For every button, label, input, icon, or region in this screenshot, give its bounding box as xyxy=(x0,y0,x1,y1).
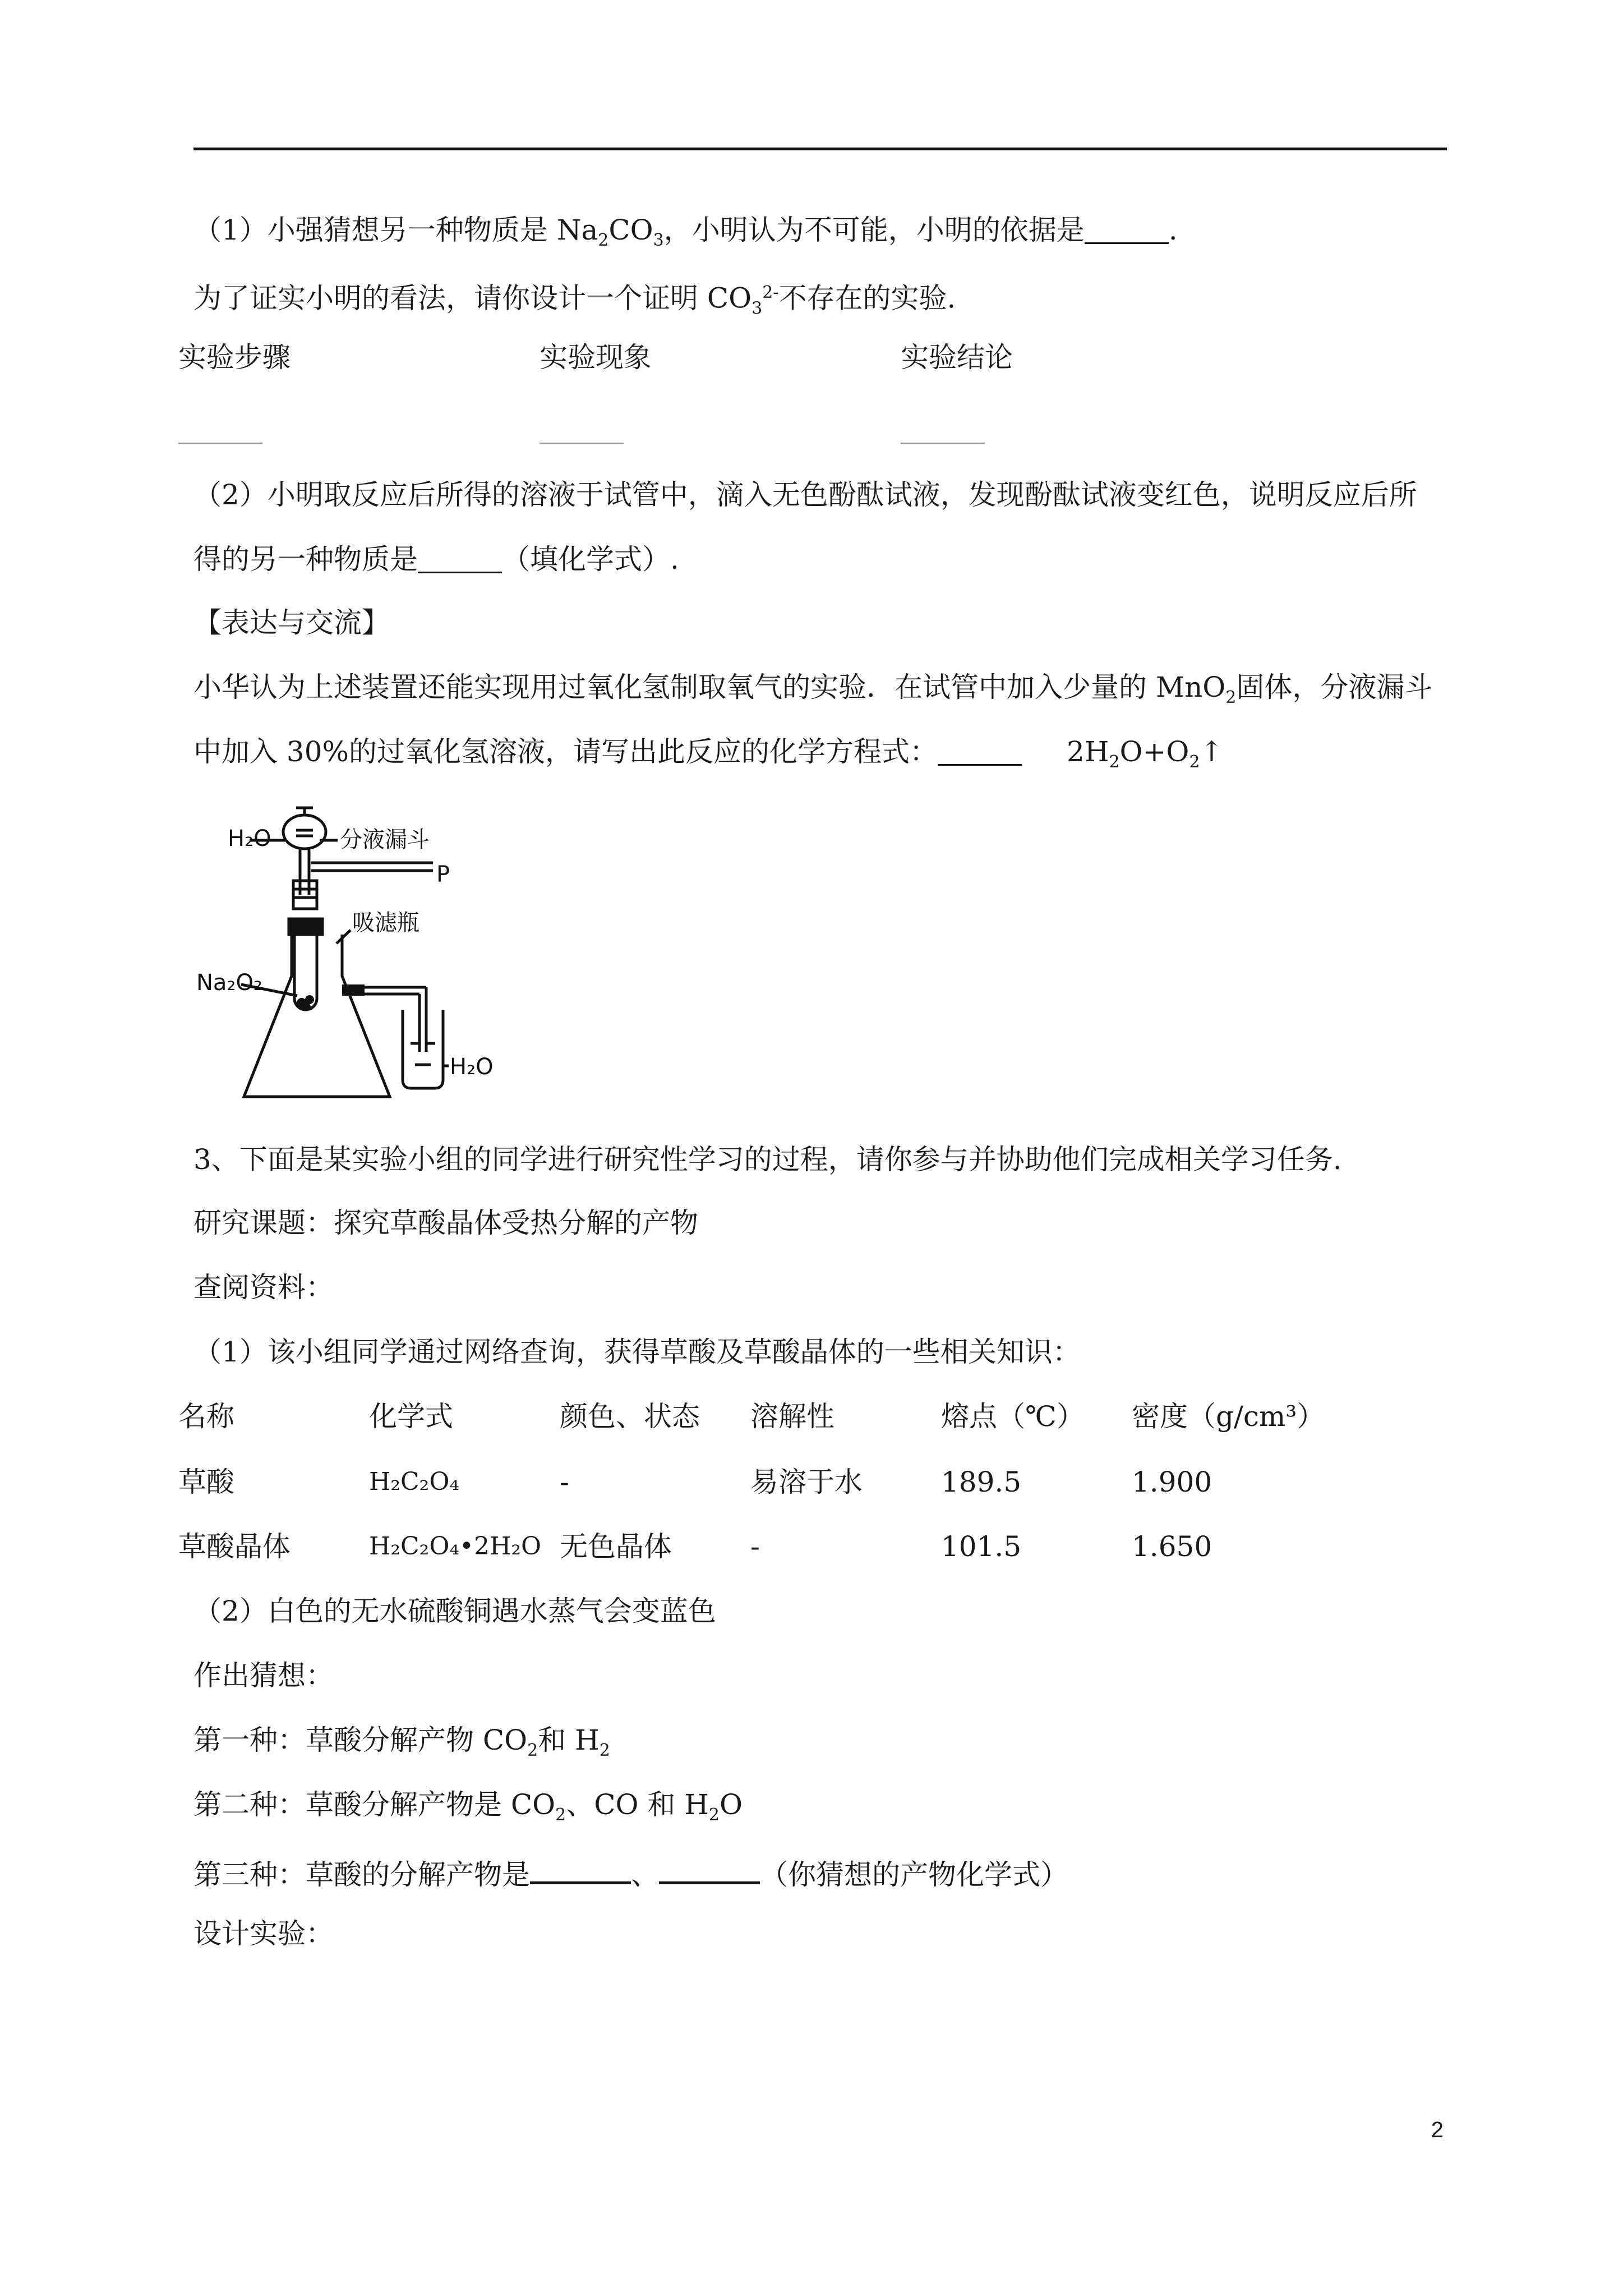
label-na2o2: Na₂O₂ xyxy=(196,970,262,996)
answer-blank[interactable] xyxy=(659,1851,760,1884)
q2-paragraph-2: 为了证实小明的看法，请你设计一个证明 $CO_3^{2-}$不存在的实验. xyxy=(193,282,956,319)
table-cell: H₂C₂O₄•2H₂O xyxy=(369,1532,542,1561)
q3-lookup: 查阅资料： xyxy=(193,1271,334,1304)
answer-blank[interactable] xyxy=(1085,212,1169,244)
table-cell: - xyxy=(560,1466,569,1498)
q2-paragraph-3: （2）小明取反应后所得的溶液于试管中，滴入无色酚酞试液，发现酚酞试液变红色，说明反应后所 xyxy=(193,478,1417,511)
table-cell: H₂C₂O₄ xyxy=(369,1467,460,1496)
table-cell: 1.900 xyxy=(1132,1466,1212,1498)
table-cell: 无色晶体 xyxy=(560,1530,672,1563)
q2-paragraph-4: 得的另一种物质是 （填化学式）. xyxy=(193,541,679,577)
table-cell: - xyxy=(750,1530,760,1563)
table-cell: 101.5 xyxy=(941,1530,1022,1563)
q3-guess-title: 作出猜想： xyxy=(193,1659,334,1692)
q3-topic: 研究课题：探究草酸晶体受热分解的产物 xyxy=(193,1207,698,1239)
q2-paragraph-6: 中加入 30%的过氧化氢溶液，请写出此反应的化学方程式： $2H_2O+O_2↑$ xyxy=(193,734,1223,780)
answer-blank[interactable] xyxy=(418,541,502,573)
q2-p1-text: （1）小强猜想另一种物质是 Na xyxy=(193,214,598,246)
q3-guess-3: 第三种：草酸的分解产物是 、 （你猜想的产物化学式） xyxy=(193,1851,1068,1893)
q3-item-2: （2）白色的无水硫酸铜遇水蒸气会变蓝色 xyxy=(193,1595,716,1627)
exp-blank-phenomena[interactable] xyxy=(540,412,624,448)
q3-guess-2: 第二种：草酸分解产物是 $CO_2$、CO 和 $H_2O$ xyxy=(193,1788,743,1825)
q3-guess-1: 第一种：草酸分解产物 $CO_2$和 $H_2$ xyxy=(193,1724,610,1760)
table-header: 密度（g/cm³） xyxy=(1132,1400,1325,1433)
label-h2o-right: H₂O xyxy=(450,1054,494,1080)
label-h2o-left: H₂O xyxy=(228,826,271,852)
label-funnel: 分液漏斗 xyxy=(340,827,430,853)
table-header: 熔点（℃） xyxy=(941,1400,1085,1433)
table-cell: 1.650 xyxy=(1132,1530,1212,1563)
table-cell: 草酸 xyxy=(178,1466,234,1498)
answer-blank[interactable] xyxy=(530,1851,631,1884)
q2-paragraph-1: （1）小强猜想另一种物质是 $Na_2CO_3$，小明认为不可能，小明的依据是 . xyxy=(193,212,1178,259)
section-heading: 【表达与交流】 xyxy=(193,606,390,639)
funnel-bulb xyxy=(283,815,326,849)
apparatus-diagram xyxy=(191,797,583,1116)
table-cell: 易溶于水 xyxy=(750,1466,863,1498)
exp-blank-steps[interactable] xyxy=(178,412,262,448)
answer-blank[interactable] xyxy=(938,734,1022,766)
q2-paragraph-5: 小华认为上述装置还能实现用过氧化氢制取氧气的实验．在试管中加入少量的 MnO$_2$固体，分液漏斗 xyxy=(193,671,1433,707)
label-flask: 吸滤瓶 xyxy=(352,910,419,936)
header-rule xyxy=(193,148,1447,150)
table-header: 名称 xyxy=(178,1400,234,1433)
exp-header-conclusion: 实验结论 xyxy=(901,341,1013,374)
table-cell: 草酸晶体 xyxy=(178,1530,291,1563)
exp-header-phenomena: 实验现象 xyxy=(540,341,652,374)
page-number: 2 xyxy=(1431,2118,1444,2142)
table-header: 溶解性 xyxy=(750,1400,834,1433)
exp-blank-conclusion[interactable] xyxy=(901,412,985,448)
table-header: 化学式 xyxy=(369,1400,453,1433)
label-p: P xyxy=(436,862,450,887)
table-cell: 189.5 xyxy=(941,1466,1022,1498)
table-header: 颜色、状态 xyxy=(560,1400,700,1433)
q3-item-1: （1）该小组同学通过网络查询，获得草酸及草酸晶体的一些相关知识： xyxy=(193,1336,1081,1368)
q3-intro: 3、下面是某实验小组的同学进行研究性学习的过程，请你参与并协助他们完成相关学习任务. xyxy=(193,1143,1342,1176)
q3-design: 设计实验： xyxy=(193,1917,334,1950)
exp-header-steps: 实验步骤 xyxy=(178,341,291,374)
